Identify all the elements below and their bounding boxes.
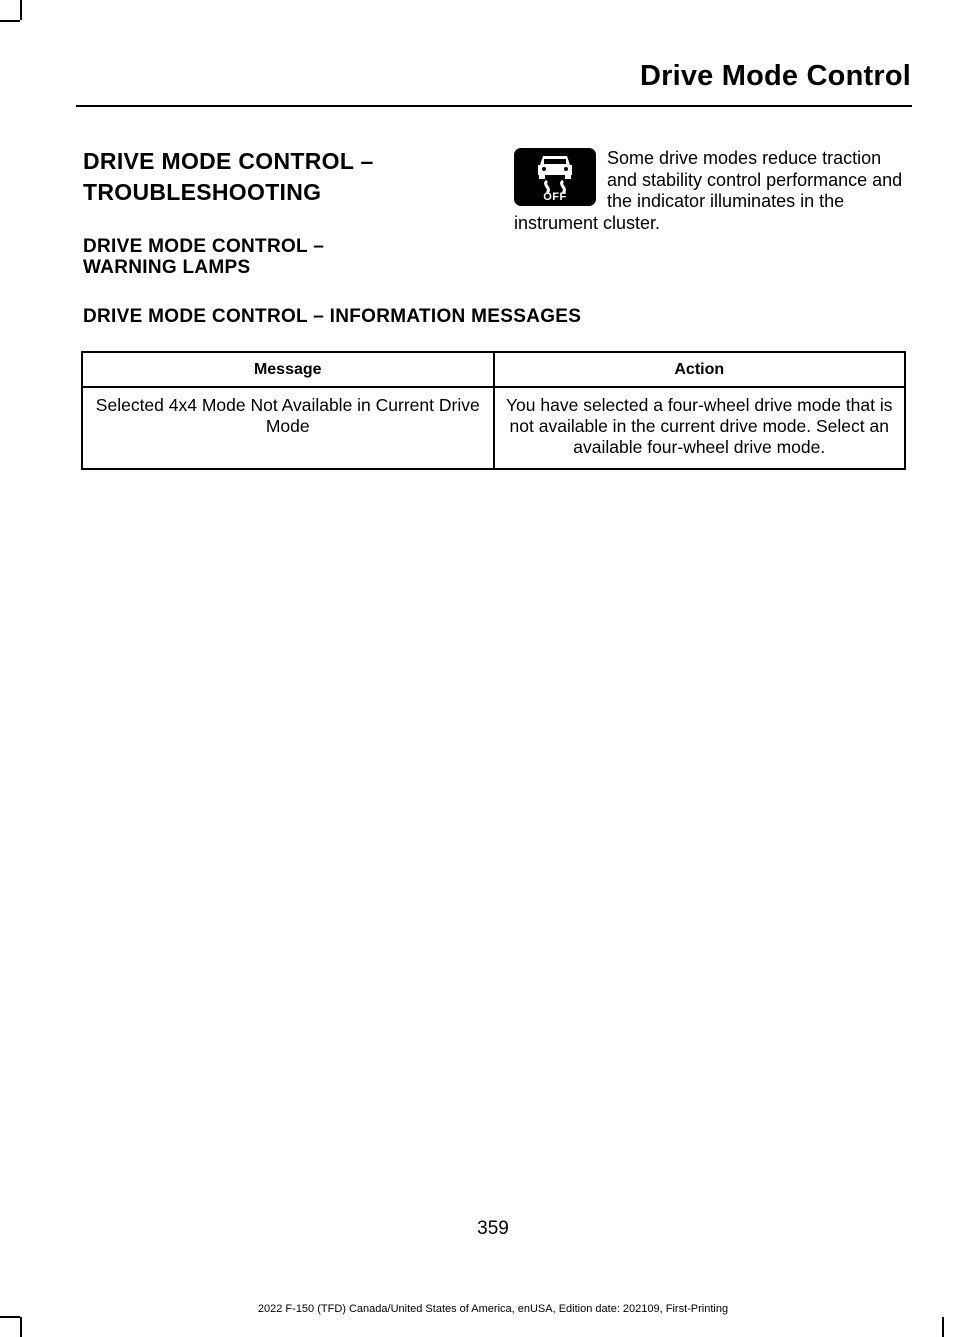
page-number: 359 xyxy=(477,1218,509,1239)
info-messages-table xyxy=(81,351,906,470)
info-messages-heading: DRIVE MODE CONTROL – INFORMATION MESSAGES xyxy=(83,306,582,327)
page-header-title: Drive Mode Control xyxy=(639,60,911,92)
warning-lamps-heading-line2: WARNING LAMPS xyxy=(83,257,251,278)
warning-lamps-heading-line1: DRIVE MODE CONTROL – xyxy=(83,236,325,257)
column-header-action: Action xyxy=(494,352,906,387)
action-cell: You have selected a four-wheel drive mode that is not available in the current drive mode. Select an available four-wheel drive mode. xyxy=(494,387,906,469)
section-title-line1: DRIVE MODE CONTROL – xyxy=(83,148,374,174)
column-header-message: Message xyxy=(82,352,494,387)
crop-mark xyxy=(20,0,22,20)
lamp-off-label: OFF xyxy=(543,191,567,203)
crop-mark xyxy=(20,1317,22,1337)
edition-footer: 2022 F-150 (TFD) Canada/United States of America, enUSA, Edition date: 202109, First-Printing xyxy=(257,1303,729,1315)
lamp-description-text: Some drive modes reduce traction and stability control performance and the indicator illuminates in the instrument cluster. xyxy=(514,148,903,233)
table-header-row xyxy=(82,352,905,387)
traction-control-off-icon xyxy=(514,148,596,206)
crop-mark xyxy=(942,1317,944,1337)
warning-lamps-heading xyxy=(83,236,483,278)
crop-mark xyxy=(0,20,20,22)
crop-mark xyxy=(0,1316,20,1318)
message-cell: Selected 4x4 Mode Not Available in Current Drive Mode xyxy=(82,387,494,469)
section-title-line2: TROUBLESHOOTING xyxy=(83,179,322,205)
header-rule xyxy=(76,105,912,107)
section-title xyxy=(83,146,483,208)
table-row xyxy=(82,387,905,469)
